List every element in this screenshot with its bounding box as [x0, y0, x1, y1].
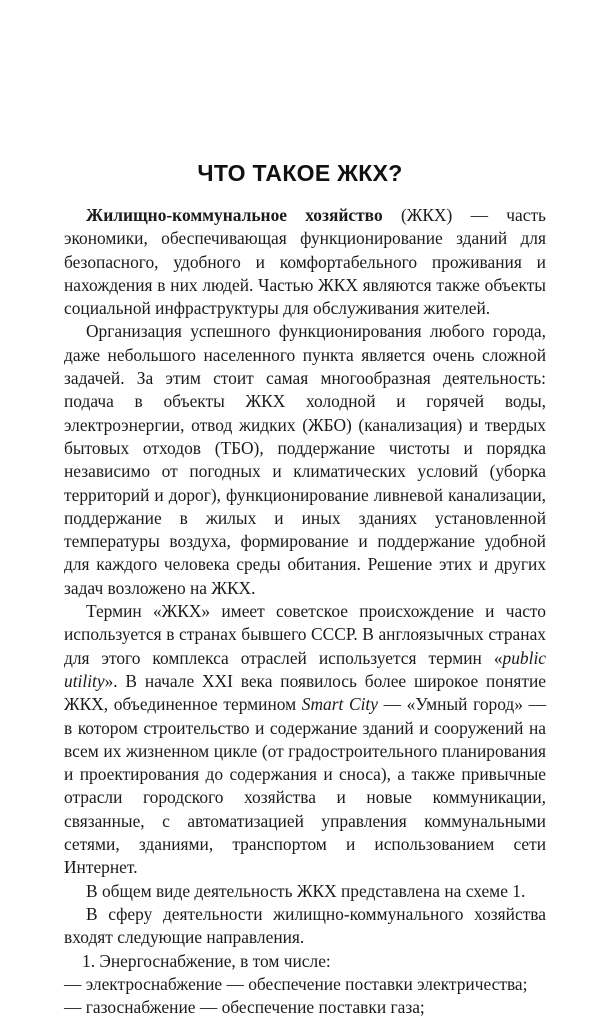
body-text: [64, 204, 546, 1019]
page-title: ЧТО ТАКОЕ ЖКХ?: [197, 160, 403, 186]
term-smart-city: Smart City: [301, 694, 378, 715]
paragraph-directions-intro: В сферу деятельности жилищно-коммунального хозяйства входят следующие направления.: [64, 903, 546, 948]
term-public-utility: public utility: [64, 647, 546, 691]
paragraph-organization: Организация успешного функционирования любого города, даже небольшого населенного пункта является очень сложной задачей. За этим стоит самая многообразная деятельность: подача в объекты ЖКХ холодной и горячей воды, электроэнергии, отвод жидких (ЖБО) (канализация) и твердых бытовых отходов (ТБО), поддержание чистоты и порядка независимо от погодных и климатических условий (уборка территорий и дорог), функционирование ливневой канализации, поддержание в жилых и иных зданиях установленной температуры воздуха, формирование и поддержание удобной для каждого человека среды обитания. Решение этих и других задач возложено на ЖКХ.: [64, 321, 546, 598]
paragraph-definition: Жилищно-коммунальное хозяйство (ЖКХ) — часть экономики, обеспечивающая функционирование зданий для безопасного, удобного и комфортабельного проживания и нахождения в них людей. Частью ЖКХ являются также объекты социальной инфраструктуры для обслуживания жителей.: [64, 205, 546, 319]
dash-item-gas: — газоснабжение — обеспечение поставки газа;: [64, 997, 425, 1018]
paragraph-scheme-reference: В общем виде деятельность ЖКХ представлена на схеме 1.: [86, 880, 526, 901]
paragraph-term-origin: Термин «ЖКХ» имеет советское происхождение и часто используется в странах бывшего СССР. В англоязычных странах для этого комплекса отраслей используется термин «public utility». В начале XXI века появилось более широкое понятие ЖКХ, объединенное термином Smart City — «Умный город» — в котором строительство и содержание зданий и сооружений на всем их жизненном цикле (от градостроительного планирования и проектирования до содержания и сноса), а также привычные отрасли городского хозяйства и новые коммуникации, связанные, с автоматизацией управления коммунальными сетями, зданиями, транспортом и использованием сети Интернет.: [64, 601, 546, 878]
list-item-energy: 1. Энергоснабжение, в том числе:: [82, 950, 331, 971]
dash-item-electricity: — электроснабжение — обеспечение поставки электричества;: [64, 973, 528, 994]
defined-term: Жилищно-коммунальное хозяйство: [86, 205, 383, 225]
